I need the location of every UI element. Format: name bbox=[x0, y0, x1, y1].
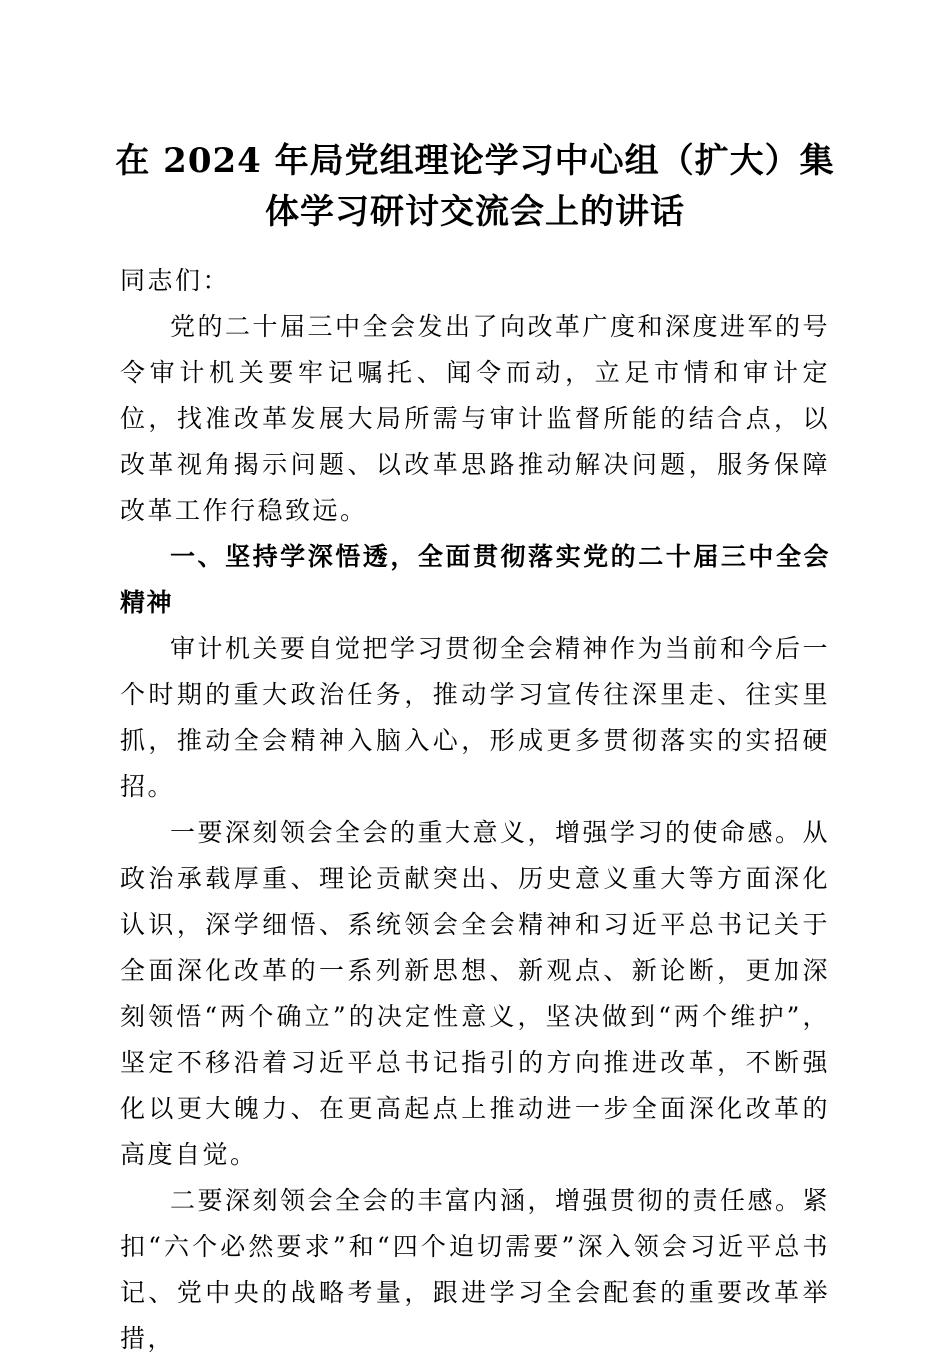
section-heading-1: 一、坚持学深悟透，全面贯彻落实党的二十届三中全会精神 bbox=[120, 542, 830, 617]
document-title bbox=[110, 136, 840, 238]
paragraph-point-2: 二要深刻领会全会的丰富内涵，增强贯彻的责任感。紧扣“六个必然要求”和“四个迫切需要”深入领会习近平总书记、党中央的战略考量，跟进学习全会配套的重要改革举措， bbox=[120, 1186, 831, 1353]
paragraph-intro: 党的二十届三中全会发出了向改革广度和深度进军的号令审计机关要牢记嘱托、闻令而动，立足市情和审计定位，找准改革发展大局所需与审计监督所能的结合点，以改革视角揭示问题、以改革思路推动解决问题，服务保障改革工作行稳致远。 bbox=[120, 312, 831, 525]
document-body bbox=[120, 258, 830, 1362]
title-line-1: 在 2024 年局党组理论学习中心组（扩大）集 bbox=[115, 141, 835, 181]
paragraph-section-1-intro: 审计机关要自觉把学习贯彻全会精神作为当前和今后一个时期的重大政治任务，推动学习宣传往深里走、往实里抓，推动全会精神入脑入心，形成更多贯彻落实的实招硬招。 bbox=[120, 634, 831, 801]
paragraph-point-1: 一要深刻领会全会的重大意义，增强学习的使命感。从政治承载厚重、理论贡献突出、历史意义重大等方面深化认识，深学细悟、系统领会全会精神和习近平总书记关于全面深化改革的一系列新思想、新观点、新论断，更加深刻领悟“两个确立”的决定性意义，坚决做到“两个维护”，坚定不移沿着习近平总书记指引的方向推进改革，不断强化以更大魄力、在更高起点上推动进一步全面深化改革的高度自觉。 bbox=[120, 818, 831, 1169]
salutation: 同志们： bbox=[120, 266, 231, 295]
title-line-2: 体学习研讨交流会上的讲话 bbox=[265, 192, 685, 232]
